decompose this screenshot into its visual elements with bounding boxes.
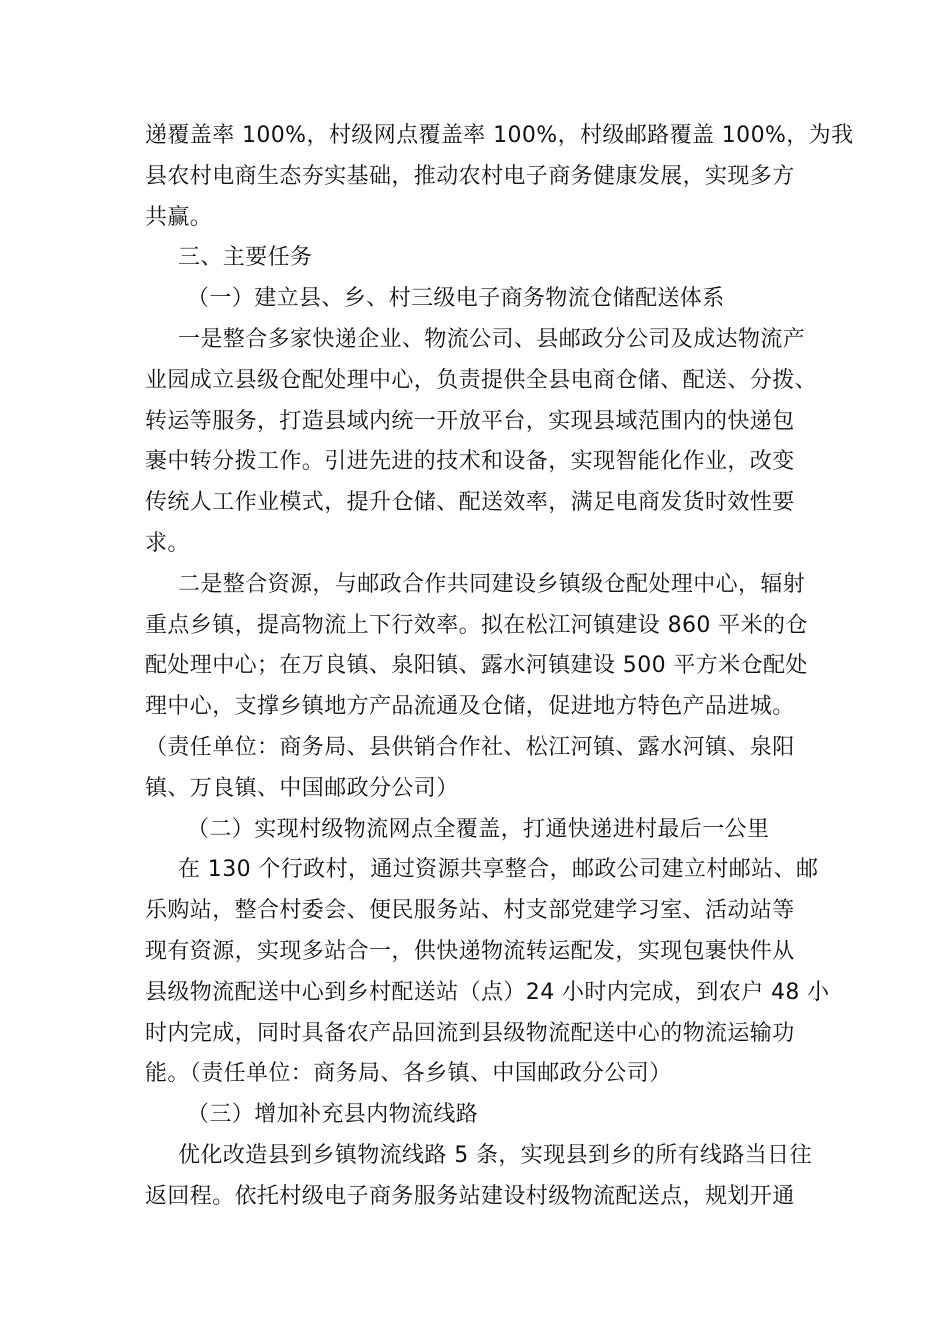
text-line: 理中心，支撑乡镇地方产品流通及仓储，促进地方特色产品进城。 — [145, 694, 795, 720]
text-line: 镇、万良镇、中国邮政分公司） — [145, 775, 459, 801]
text-line: 求。 — [145, 530, 190, 556]
text-line: 共赢。 — [145, 204, 213, 230]
text-line: 时内完成，同时具备农产品回流到县级物流配送中心的物流运输功 — [145, 1020, 795, 1046]
subsection-heading: （二）实现村级物流网点全覆盖，打通快递进村最后一公里 — [187, 816, 770, 842]
text-line: 转运等服务，打造县域内统一开放平台，实现县域范围内的快递包 — [145, 408, 795, 434]
paragraph-start: 二是整合资源，与邮政合作共同建设乡镇级仓配处理中心，辐射 — [178, 571, 806, 597]
text-line: 能。（责任单位：商务局、各乡镇、中国邮政分公司） — [145, 1061, 672, 1087]
text-line: 配处理中心；在万良镇、泉阳镇、露水河镇建设 500 平方米仓配处 — [145, 653, 808, 679]
text-line: 裹中转分拨工作。引进先进的技术和设备，实现智能化作业，改变 — [145, 449, 795, 475]
text-line: 返回程。依托村级电子商务服务站建设村级物流配送点，规划开通 — [145, 1183, 795, 1209]
subsection-heading: （一）建立县、乡、村三级电子商务物流仓储配送体系 — [187, 286, 725, 312]
text-line: 县农村电商生态夯实基础，推动农村电子商务健康发展，实现多方 — [145, 163, 795, 189]
text-line: 现有资源，实现多站合一，供快递物流转运配发，实现包裹快件从 — [145, 938, 795, 964]
paragraph-start: 在 130 个行政村，通过资源共享整合，邮政公司建立村邮站、邮 — [178, 857, 819, 883]
text-line: 业园成立县级仓配处理中心，负责提供全县电商仓储、配送、分拨、 — [145, 367, 818, 393]
section-heading: 三、主要任务 — [178, 245, 313, 271]
subsection-heading: （三）增加补充县内物流线路 — [187, 1102, 479, 1128]
text-line: 传统人工作业模式，提升仓储、配送效率，满足电商发货时效性要 — [145, 490, 795, 516]
text-line: 县级物流配送中心到乡村配送站（点）24 小时内完成，到农户 48 小 — [145, 979, 830, 1005]
text-line: 重点乡镇，提高物流上下行效率。拟在松江河镇建设 860 平米的仓 — [145, 612, 808, 638]
paragraph-start: 一是整合多家快递企业、物流公司、县邮政分公司及成达物流产 — [178, 326, 806, 352]
text-line: 递覆盖率 100%，村级网点覆盖率 100%，村级邮路覆盖 100%，为我 — [145, 123, 854, 148]
document-body — [145, 116, 854, 1218]
text-line: （责任单位：商务局、县供销合作社、松江河镇、露水河镇、泉阳 — [145, 734, 795, 760]
text-line: 乐购站，整合村委会、便民服务站、村支部党建学习室、活动站等 — [145, 898, 795, 924]
paragraph-start: 优化改造县到乡镇物流线路 5 条，实现县到乡的所有线路当日往 — [178, 1142, 812, 1168]
